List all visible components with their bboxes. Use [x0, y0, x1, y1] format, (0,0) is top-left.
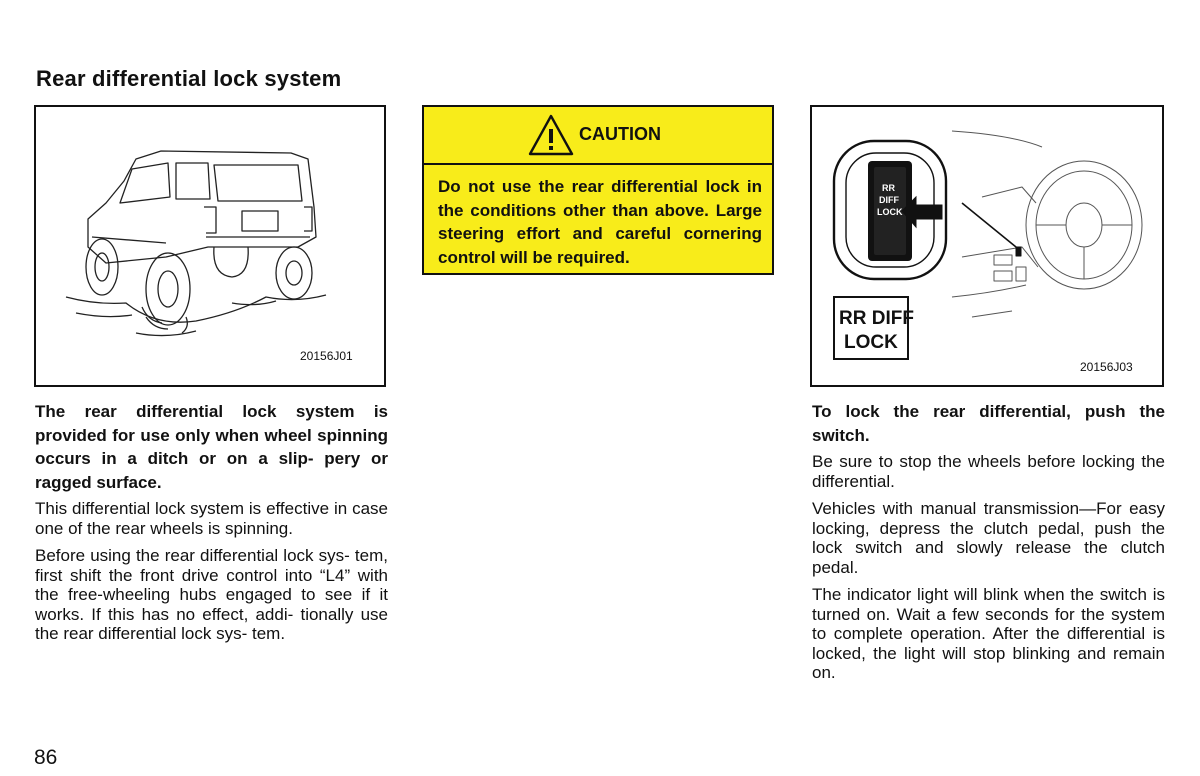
page-title: Rear differential lock system	[36, 66, 342, 91]
left-column	[35, 400, 388, 652]
caution-label: CAUTION	[579, 124, 661, 144]
right-column	[812, 400, 1165, 691]
caution-box	[422, 105, 774, 275]
left-paragraph-1: This differential lock system is effective in case one of the rear wheels is spinning.	[35, 499, 388, 538]
vehicle-in-ditch-illustration	[36, 107, 384, 385]
page-number: 86	[34, 746, 58, 769]
switch-text-diff: DIFF	[879, 195, 899, 205]
right-paragraph-2: Vehicles with manual transmission—For easy locking, depress the clutch pedal, push the lock switch and slowly release the clutch pedal.	[812, 499, 1165, 577]
switch-text-lock: LOCK	[877, 207, 903, 217]
warning-triangle-icon	[527, 113, 575, 157]
switch-text-rr: RR	[882, 183, 895, 193]
dashboard-switch-illustration	[812, 107, 1162, 385]
right-heading: To lock the rear differential, push the switch.	[812, 402, 1165, 445]
figure-dashboard-switch	[810, 105, 1164, 387]
right-paragraph-1: Be sure to stop the wheels before locking the differential.	[812, 452, 1165, 491]
figure-code: 20156J01	[300, 349, 353, 363]
figure-code: 20156J03	[1080, 360, 1133, 374]
left-heading: The rear differential lock system is provided for use only when wheel spinning occurs in a ditch or on a slip- pery or ragged surface.	[35, 402, 388, 492]
left-paragraph-2: Before using the rear differential lock sys- tem, first shift the front drive control into “L4” with the free-wheeling hubs engaged to see if it works. If this has no effect, addi- tionally use the rear differential lock sys- tem.	[35, 546, 388, 643]
label-lock: LOCK	[844, 332, 898, 353]
figure-vehicle-ditch	[34, 105, 386, 387]
right-paragraph-3: The indicator light will blink when the switch is turned on. Wait a few seconds for the system to complete operation. After the differential is locked, the light will stop blinking and remain on.	[812, 585, 1165, 682]
label-rr-diff: RR DIFF	[839, 308, 914, 329]
caution-text: Do not use the rear differential lock in the conditions other than above. Large steering effort and careful cornering control will be required.	[438, 177, 762, 267]
caution-header	[424, 107, 772, 165]
